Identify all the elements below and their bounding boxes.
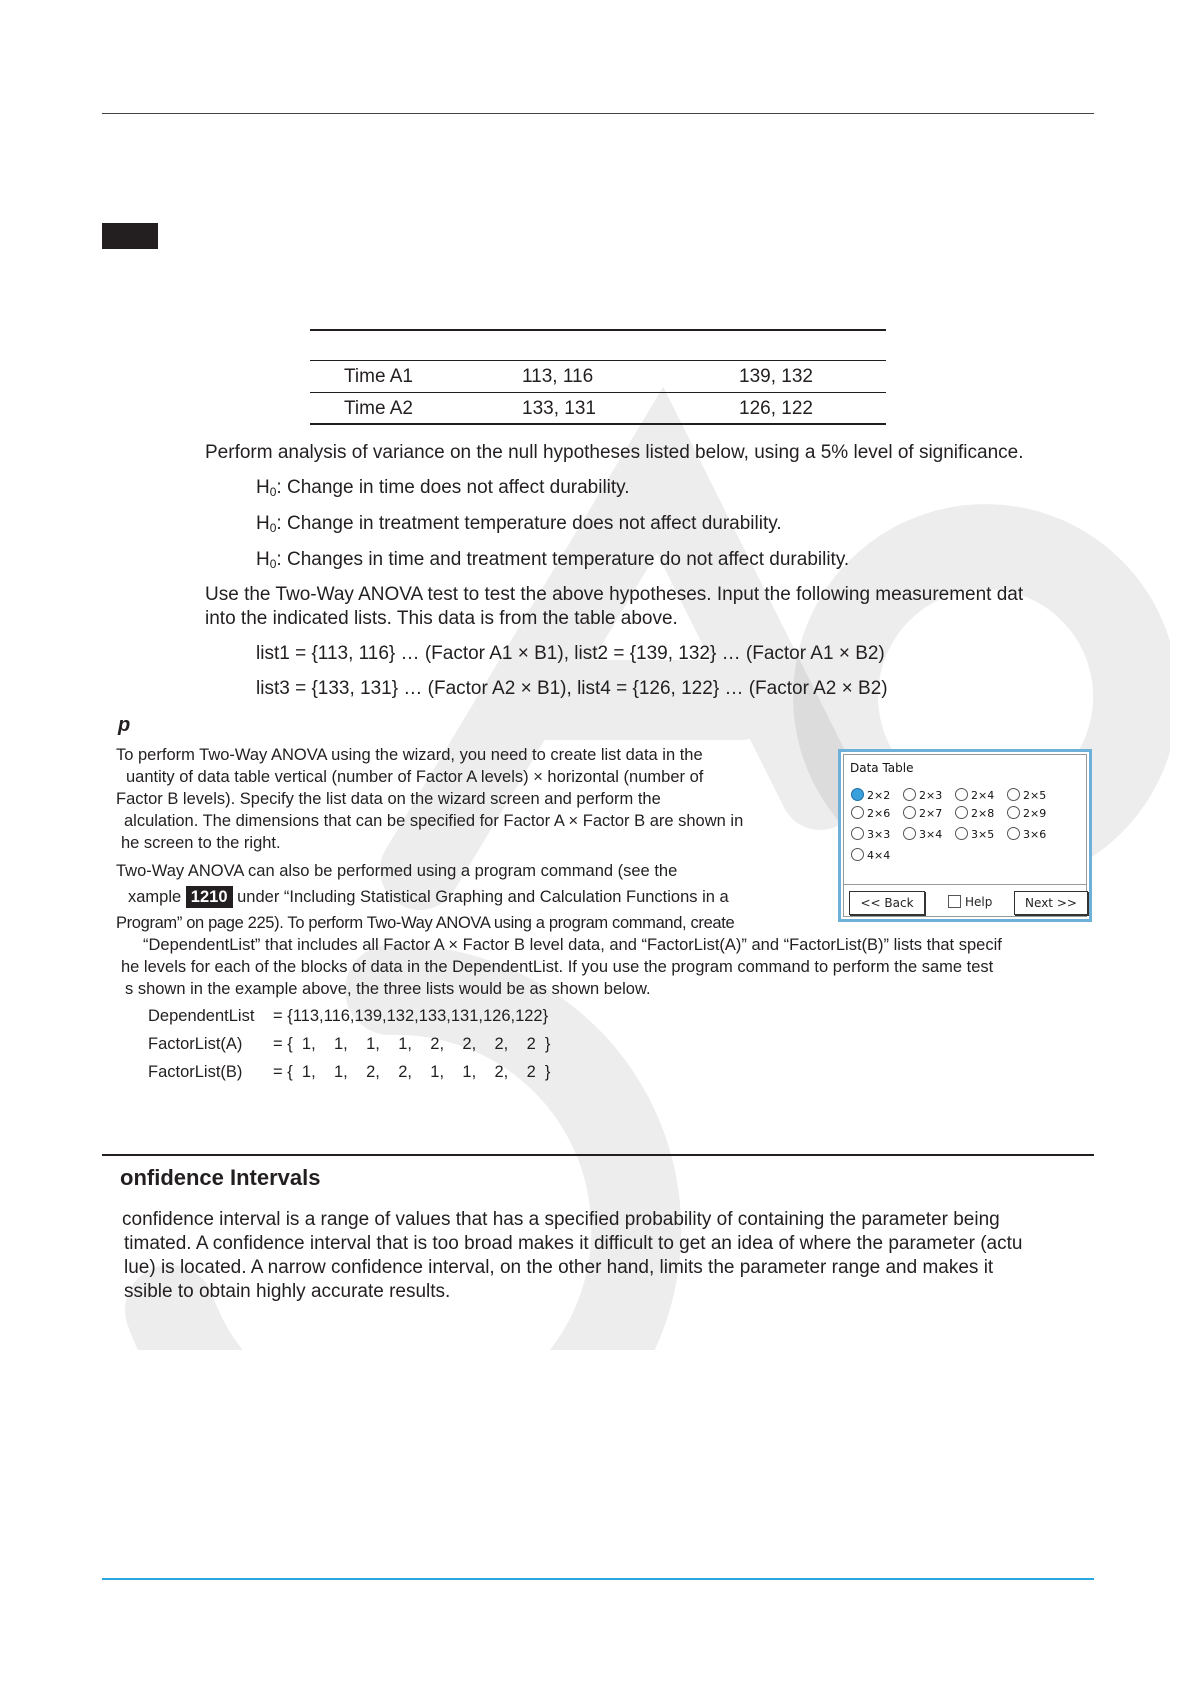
radio-icon <box>955 827 968 840</box>
radio-icon <box>1007 827 1020 840</box>
data-table-dialog <box>838 749 1092 922</box>
hypothesis-2: H0: Change in treatment temperature does not affect durability. <box>256 513 782 535</box>
hypothesis-1: H0: Change in time does not affect durability. <box>256 477 630 499</box>
radio-icon <box>851 827 864 840</box>
tip-line: Program” on page 225). To perform Two-Way ANOVA using a program command, create <box>116 914 735 932</box>
table-bottom-rule <box>310 423 886 425</box>
radio-2x8[interactable]: 2×8 <box>955 806 994 820</box>
section-rule <box>102 1154 1094 1156</box>
radio-icon <box>903 827 916 840</box>
radio-2x4[interactable]: 2×4 <box>955 788 994 802</box>
table-row-rule <box>310 392 886 393</box>
header-rule <box>102 113 1094 114</box>
code-factorlist-a: FactorList(A) = { 1, 1, 1, 1, 2, 2, 2, 2 } <box>148 1035 551 1053</box>
instructions-line-1: Use the Two-Way ANOVA test to test the above hypotheses. Input the following measurement dat <box>205 584 1024 605</box>
tip-line: To perform Two-Way ANOVA using the wizard, you need to create list data in the <box>116 746 703 764</box>
radio-icon <box>851 848 864 861</box>
radio-selected-icon <box>851 788 864 801</box>
radio-3x3[interactable]: 3×3 <box>851 827 890 841</box>
section-body-line: ssible to obtain highly accurate results. <box>124 1281 451 1302</box>
radio-4x4[interactable]: 4×4 <box>851 848 890 862</box>
radio-3x4[interactable]: 3×4 <box>903 827 942 841</box>
table-row-label: Time A1 <box>344 366 413 387</box>
section-heading: onfidence Intervals <box>120 1165 321 1190</box>
footer-rule <box>102 1578 1094 1580</box>
tip-line: Two-Way ANOVA can also be performed using a program command (see the <box>116 862 678 880</box>
radio-icon <box>903 806 916 819</box>
tip-title: p <box>118 714 131 736</box>
section-body-line: timated. A confidence interval that is too broad makes it difficult to get an idea of where the parameter (actu <box>124 1233 1023 1254</box>
tip-line: alculation. The dimensions that can be specified for Factor A × Factor B are shown in <box>124 812 744 830</box>
next-button[interactable]: Next >> <box>1014 891 1088 915</box>
dialog-title: Data Table <box>850 761 914 775</box>
table-row-label: Time A2 <box>344 398 413 419</box>
table-top-rule <box>310 329 886 331</box>
intro-text: Perform analysis of variance on the null hypotheses listed below, using a 5% level of significance. <box>205 442 1024 463</box>
table-cell: 126, 122 <box>739 398 813 419</box>
radio-2x7[interactable]: 2×7 <box>903 806 942 820</box>
radio-3x5[interactable]: 3×5 <box>955 827 994 841</box>
radio-icon <box>1007 806 1020 819</box>
table-header-rule <box>310 360 886 361</box>
dialog-divider <box>844 884 1086 885</box>
checkbox-icon <box>948 895 961 908</box>
back-button[interactable]: << Back <box>849 891 925 915</box>
radio-icon <box>903 788 916 801</box>
radio-2x2[interactable]: 2×2 <box>851 788 890 802</box>
example-reference-line <box>128 886 729 908</box>
radio-icon <box>851 806 864 819</box>
example-badge <box>102 223 158 249</box>
radio-icon <box>955 806 968 819</box>
code-factorlist-b: FactorList(B) = { 1, 1, 2, 2, 1, 1, 2, 2 } <box>148 1063 551 1081</box>
code-dependentlist: DependentList = {113,116,139,132,133,131,126,122} <box>148 1007 549 1025</box>
list-definitions-1: list1 = {113, 116} … (Factor A1 × B1), list2 = {139, 132} … (Factor A1 × B2) <box>256 643 885 664</box>
example-prefix: xample <box>128 888 182 906</box>
tip-line: s shown in the example above, the three lists would be as shown below. <box>125 980 651 998</box>
tip-line: he screen to the right. <box>121 834 281 852</box>
tip-line: uantity of data table vertical (number of Factor A levels) × horizontal (number of <box>126 768 704 786</box>
help-checkbox[interactable]: Help <box>948 895 992 909</box>
example-1210-link[interactable]: 1210 <box>186 886 233 908</box>
tip-line: he levels for each of the blocks of data in the DependentList. If you use the program command to perform the same test <box>121 958 994 976</box>
tip-line: Factor B levels). Specify the list data on the wizard screen and perform the <box>116 790 661 808</box>
table-cell: 113, 116 <box>522 366 594 387</box>
list-definitions-2: list3 = {133, 131} … (Factor A2 × B1), list4 = {126, 122} … (Factor A2 × B2) <box>256 678 888 699</box>
section-body-line: lue) is located. A narrow confidence interval, on the other hand, limits the parameter range and makes it <box>124 1257 994 1278</box>
radio-icon <box>1007 788 1020 801</box>
instructions-line-2: into the indicated lists. This data is from the table above. <box>205 608 678 629</box>
radio-2x5[interactable]: 2×5 <box>1007 788 1046 802</box>
section-body-line: confidence interval is a range of values that has a specified probability of containing the parameter being <box>122 1209 1000 1230</box>
radio-2x6[interactable]: 2×6 <box>851 806 890 820</box>
example-suffix: under “Including Statistical Graphing and Calculation Functions in a <box>237 888 729 906</box>
hypothesis-3: H0: Changes in time and treatment temperature do not affect durability. <box>256 549 850 571</box>
radio-2x9[interactable]: 2×9 <box>1007 806 1046 820</box>
radio-2x3[interactable]: 2×3 <box>903 788 942 802</box>
table-cell: 139, 132 <box>739 366 813 387</box>
tip-line: “DependentList” that includes all Factor A × Factor B level data, and “FactorList(A)” and “FactorList(B)” lists that specif <box>143 936 1002 954</box>
radio-icon <box>955 788 968 801</box>
table-cell: 133, 131 <box>522 398 596 419</box>
radio-3x6[interactable]: 3×6 <box>1007 827 1046 841</box>
